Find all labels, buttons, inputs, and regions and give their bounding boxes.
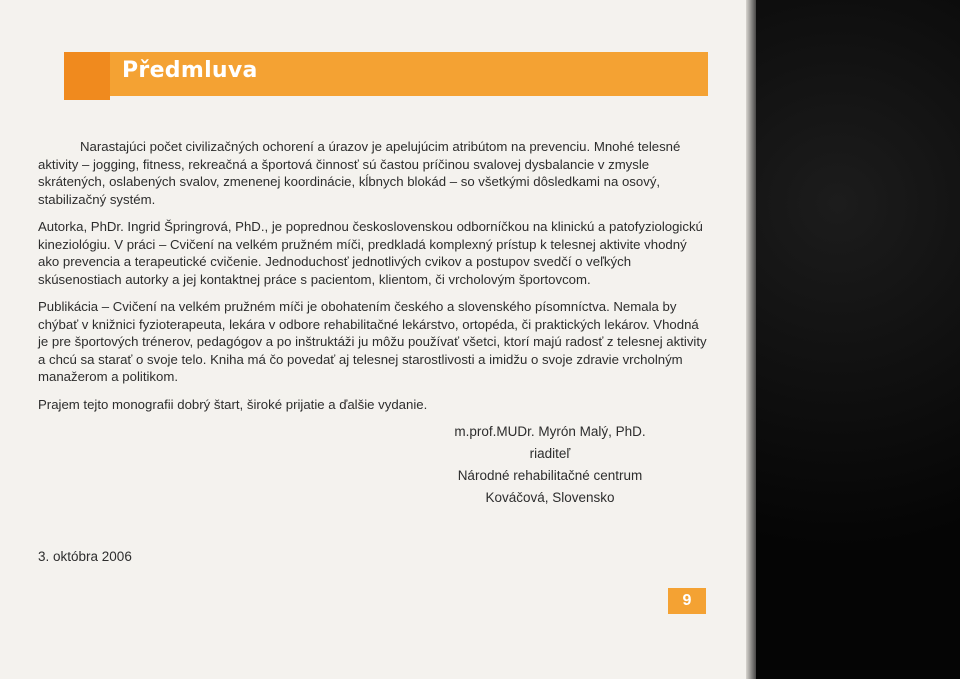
signature-name: m.prof.MUDr. Myrón Malý, PhD. [454, 424, 646, 439]
signature-block [420, 421, 680, 509]
paragraph: Prajem tejto monografii dobrý štart, široké prijatie a ďalšie vydanie. [38, 396, 428, 412]
signature-location: Kováčová, Slovensko [485, 490, 615, 505]
paragraph: Publikácia – Cvičení na velkém pružném míči je obohatením českého a slovenského písomníctva. Nemala by chýbať v knižnici fyzioterapeuta, lekára v odbore rehabilitačné lekárstvo, ortopéda, či praktických lekárov. Vhodná je pre športových trénerov, pedagógov a po inštruktáži ju môžu používať všetci, ktorí majú radosť z telesnej aktivity a chcú sa starať o svoje telo. Kniha má čo povedať aj telesnej starostlivosti a imidžu o svoje zdravie vrcholným manažerom a politikom. [38, 299, 707, 384]
body-text [38, 138, 710, 423]
paragraph: Autorka, PhDr. Ingrid Špringrová, PhD., je poprednou československou odborníčkou na klinickú a patofyziologickú kineziológiu. V práci – Cvičení na velkém pružném míči, predkladá komplexný prístup k telesnej aktivite vhodný ako prevencia a terapeutické cvičenie. Jednoduchosť jednotlivých cvikov a postupov svedčí o veľkých skúsenostiach autorky a jej kontaktnej práce s pacientom, klientom, či vrcholovým športovcom. [38, 219, 703, 287]
page-title: Předmluva [122, 58, 258, 83]
signature-institution: Národné rehabilitačné centrum [457, 468, 643, 483]
title-accent-block [64, 52, 110, 100]
background-dark-area [756, 0, 960, 679]
date: 3. októbra 2006 [38, 549, 132, 564]
paragraph: Narastajúci počet civilizačných ochorení a úrazov je apelujúcim atribútom na prevenciu. Mnohé telesné aktivity – jogging, fitness, rekreačná a športová činnosť sú častou príčinou svalovej dysbalancie v zmysle skrátených, oslabených svalov, zmenenej koordinácie, kĺbnych blokád – so všetkými dôsledkami na osový, stabilizačný systém. [38, 139, 681, 207]
signature-role: riaditeľ [529, 446, 571, 461]
page-number: 9 [668, 588, 706, 614]
